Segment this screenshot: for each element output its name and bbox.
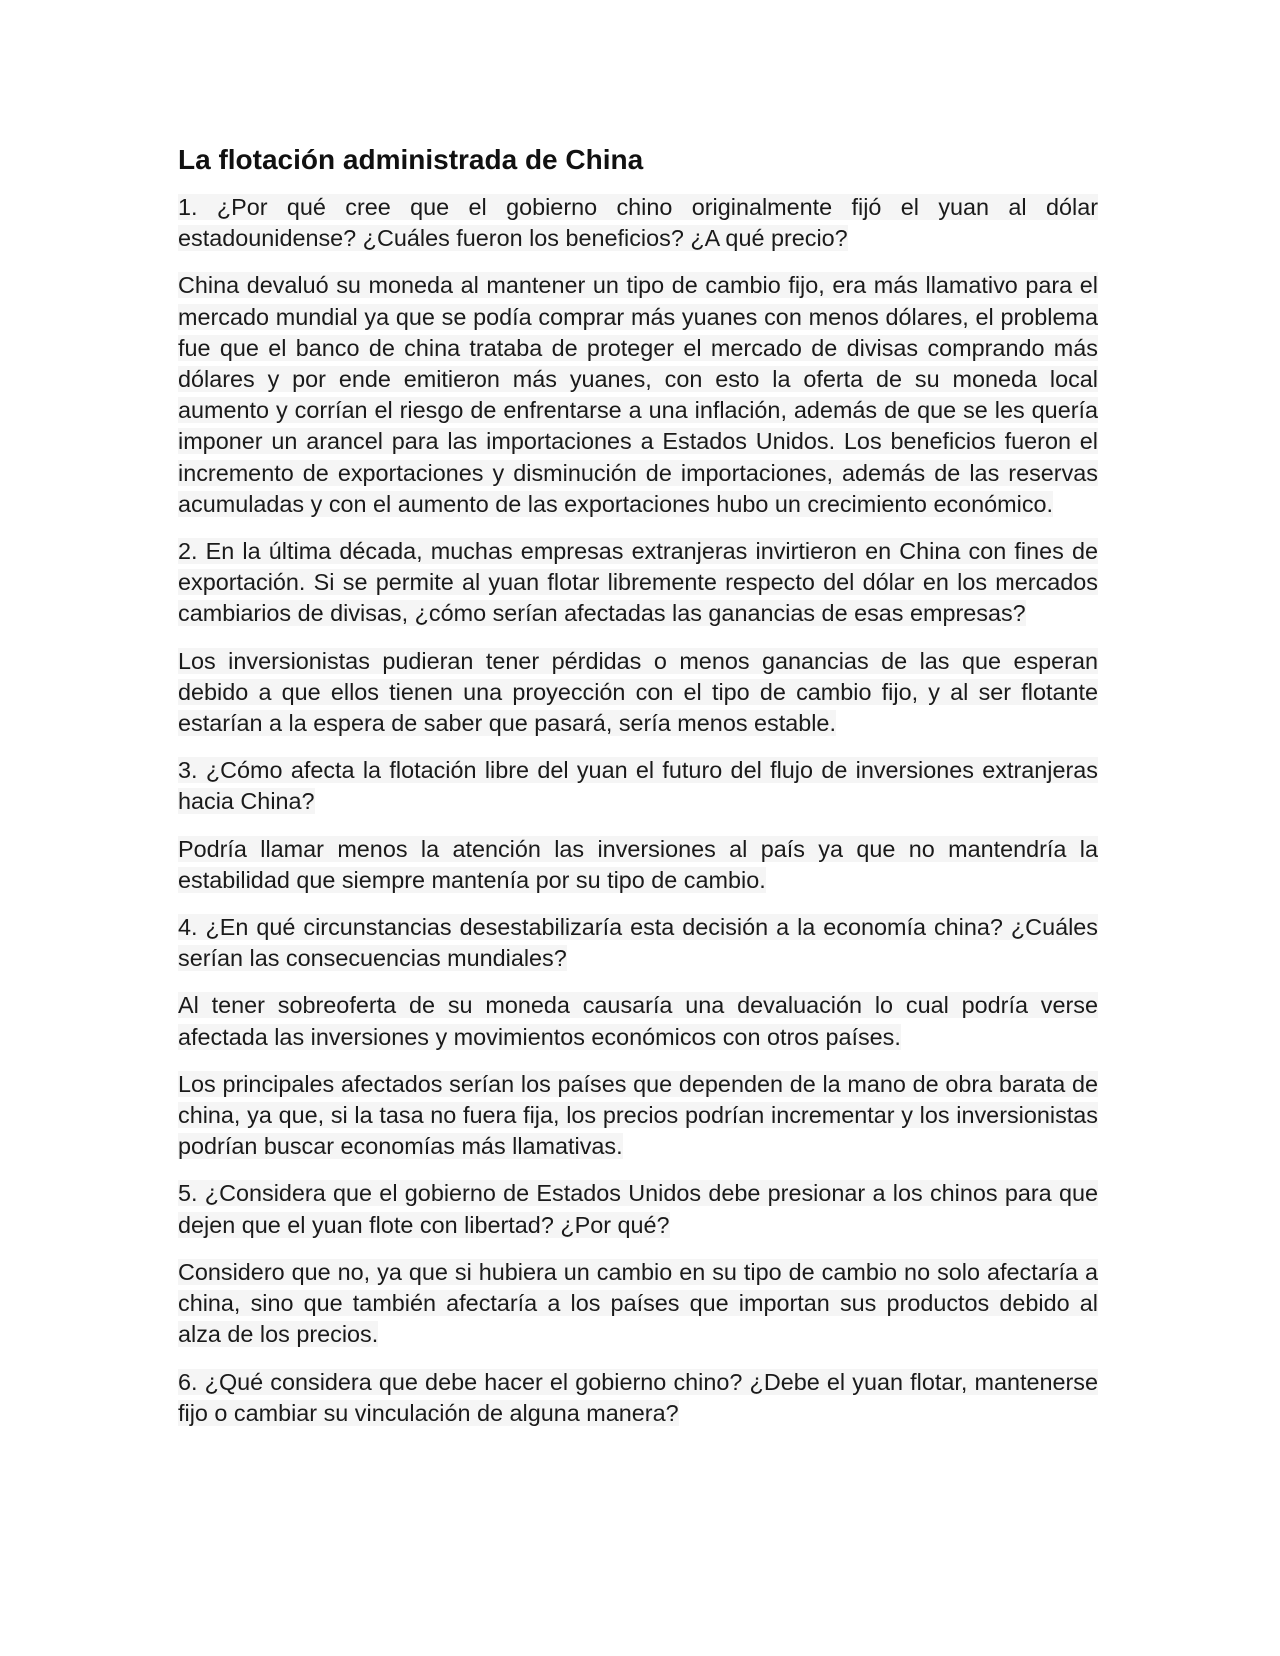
answer-1 <box>178 270 1098 520</box>
question-4-text: 4. ¿En qué circunstancias desestabilizaría esta decisión a la economía china? ¿Cuáles serían las consecuencias mundiales? <box>178 914 1098 972</box>
document-page <box>178 142 1098 1445</box>
answer-5 <box>178 1257 1098 1351</box>
question-3 <box>178 755 1098 817</box>
answer-2 <box>178 646 1098 740</box>
answer-4b <box>178 1069 1098 1163</box>
answer-4b-text: Los principales afectados serían los países que dependen de la mano de obra barata de china, ya que, si la tasa no fuera fija, los precios podrían incrementar y los inversionistas podrían buscar economías más llamativas. <box>178 1070 1098 1160</box>
question-6 <box>178 1367 1098 1429</box>
question-5-text: 5. ¿Considera que el gobierno de Estados Unidos debe presionar a los chinos para que dejen que el yuan flote con libertad? ¿Por qué? <box>178 1180 1098 1238</box>
question-4 <box>178 912 1098 974</box>
answer-4a-text: Al tener sobreoferta de su moneda causaría una devaluación lo cual podría verse afectada las inversiones y movimientos económicos con otros países. <box>178 992 1098 1050</box>
answer-2-text: Los inversionistas pudieran tener pérdidas o menos ganancias de las que esperan debido a que ellos tienen una proyección con el tipo de cambio fijo, y al ser flotante estarían a la espera de saber que pasará, sería menos estable. <box>178 647 1098 737</box>
question-3-text: 3. ¿Cómo afecta la flotación libre del yuan el futuro del flujo de inversiones extranjeras hacia China? <box>178 757 1098 815</box>
answer-5-text: Considero que no, ya que si hubiera un cambio en su tipo de cambio no solo afectaría a china, sino que también afectaría a los países que importan sus productos debido al alza de los precios. <box>178 1258 1098 1348</box>
question-2-text: 2. En la última década, muchas empresas extranjeras invirtieron en China con fines de exportación. Si se permite al yuan flotar libremente respecto del dólar en los mercados cambiarios de divisas, ¿cómo serían afectadas las ganancias de esas empresas? <box>178 538 1098 627</box>
answer-1-text: China devaluó su moneda al mantener un tipo de cambio fijo, era más llamativo para el mercado mundial ya que se podía comprar más yuanes con menos dólares, el problema fue que el banco de china trataba de proteger el mercado de divisas comprando más dólares y por ende emitieron más yuanes, con esto la oferta de su moneda local aumento y corrían el riesgo de enfrentarse a una inflación, además de que se les quería imponer un arancel para las importaciones a Estados Unidos. Los beneficios fueron el incremento de exportaciones y disminución de importaciones, además de las reservas acumuladas y con el aumento de las exportaciones hubo un crecimiento económico. <box>178 272 1098 517</box>
document-title: La flotación administrada de China <box>178 144 644 175</box>
answer-4a <box>178 990 1098 1052</box>
question-5 <box>178 1178 1098 1240</box>
question-2 <box>178 536 1098 630</box>
answer-3 <box>178 834 1098 896</box>
answer-3-text: Podría llamar menos la atención las inversiones al país ya que no mantendría la estabilidad que siempre mantenía por su tipo de cambio. <box>178 835 1098 893</box>
question-6-text: 6. ¿Qué considera que debe hacer el gobierno chino? ¿Debe el yuan flotar, mantenerse fijo o cambiar su vinculación de alguna manera? <box>178 1368 1098 1426</box>
question-1 <box>178 192 1098 254</box>
question-1-text: 1. ¿Por qué cree que el gobierno chino originalmente fijó el yuan al dólar estadounidense? ¿Cuáles fueron los beneficios? ¿A qué precio? <box>178 194 1098 252</box>
